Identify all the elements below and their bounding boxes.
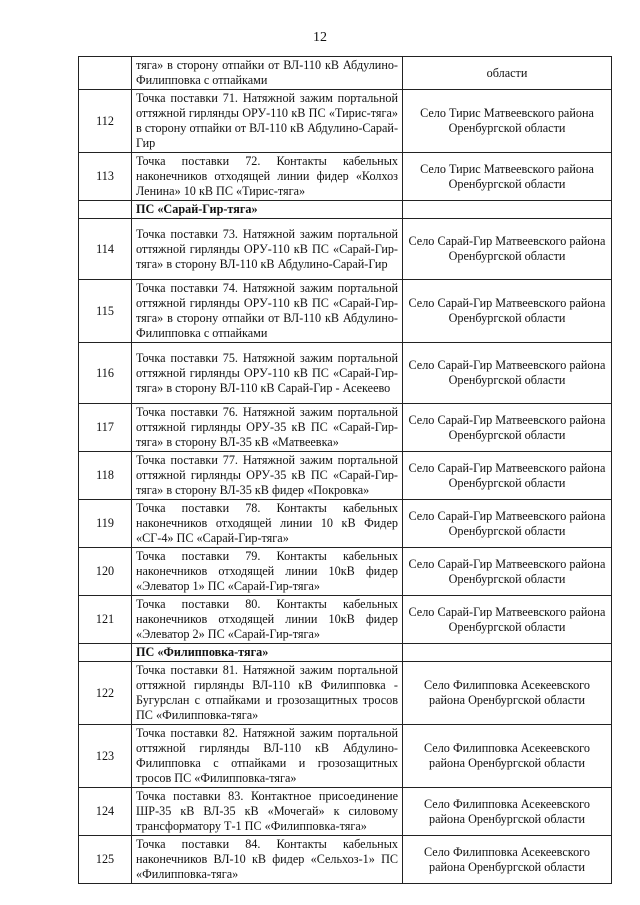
row-number-cell: 119 — [79, 500, 132, 548]
description-cell: Точка поставки 81. Натяжной зажим портальной оттяжной гирлянды ВЛ-110 кВ Филипповка - Бугурслан с отпайками и грозозащитных тросов ПС «Филипповка-тяга» — [132, 662, 403, 725]
location-cell: Село Тирис Матвеевского района Оренбургской области — [403, 90, 612, 153]
section-title-cell: ПС «Сарай-Гир-тяга» — [132, 201, 403, 219]
table-row — [79, 452, 612, 500]
table-row — [79, 343, 612, 404]
section-header-row — [79, 644, 612, 662]
location-cell: Село Сарай-Гир Матвеевского района Оренбургской области — [403, 500, 612, 548]
row-number-cell: 121 — [79, 596, 132, 644]
section-header-row — [79, 201, 612, 219]
row-number-cell: 124 — [79, 788, 132, 836]
location-cell: области — [403, 57, 612, 90]
table-row — [79, 90, 612, 153]
table-row — [79, 788, 612, 836]
table-row — [79, 596, 612, 644]
row-number-cell: 112 — [79, 90, 132, 153]
row-number-cell: 123 — [79, 725, 132, 788]
description-cell: Точка поставки 77. Натяжной зажим портальной оттяжной гирлянды ОРУ-35 кВ ПС «Сарай-Гир-тяга» в сторону ВЛ-35 кВ фидер «Покровка» — [132, 452, 403, 500]
description-cell: Точка поставки 75. Натяжной зажим портальной оттяжной гирлянды ОРУ-110 кВ ПС «Сарай-Гир-тяга» в сторону ВЛ-110 кВ Сарай-Гир - Асекеево — [132, 343, 403, 404]
table-row — [79, 725, 612, 788]
description-cell: Точка поставки 73. Натяжной зажим портальной оттяжной гирлянды ОРУ-110 кВ ПС «Сарай-Гир-тяга» в сторону ВЛ-110 кВ Абдулино-Сарай-Гир — [132, 219, 403, 280]
description-cell: Точка поставки 72. Контакты кабельных наконечников отходящей линии фидер «Колхоз Ленина» 10 кВ ПС «Тирис-тяга» — [132, 153, 403, 201]
description-cell: Точка поставки 80. Контакты кабельных наконечников отходящей линии 10кВ фидер «Элеватор 2» ПС «Сарай-Гир-тяга» — [132, 596, 403, 644]
description-cell: Точка поставки 71. Натяжной зажим портальной оттяжной гирлянды ОРУ-110 кВ ПС «Тирис-тяга» в сторону отпайки от ВЛ-110 кВ Абдулино-Сарай-Гир — [132, 90, 403, 153]
description-cell: Точка поставки 84. Контакты кабельных наконечников ВЛ-10 кВ фидер «Сельхоз-1» ПС «Филипповка-тяга» — [132, 836, 403, 884]
table-row — [79, 280, 612, 343]
description-cell: Точка поставки 76. Натяжной зажим портальной оттяжной гирлянды ОРУ-35 кВ ПС «Сарай-Гир-тяга» в сторону ВЛ-35 кВ «Матвеевка» — [132, 404, 403, 452]
row-number-cell: 122 — [79, 662, 132, 725]
location-cell: Село Сарай-Гир Матвеевского района Оренбургской области — [403, 404, 612, 452]
row-number-cell: 113 — [79, 153, 132, 201]
row-number-cell: 115 — [79, 280, 132, 343]
row-number-cell: 116 — [79, 343, 132, 404]
delivery-points-table — [78, 56, 612, 884]
location-cell: Село Сарай-Гир Матвеевского района Оренбургской области — [403, 219, 612, 280]
table-row — [79, 219, 612, 280]
row-number-cell — [79, 57, 132, 90]
table-row — [79, 662, 612, 725]
location-cell: Село Тирис Матвеевского района Оренбургской области — [403, 153, 612, 201]
location-cell: Село Сарай-Гир Матвеевского района Оренбургской области — [403, 596, 612, 644]
table-row — [79, 500, 612, 548]
row-number-cell — [79, 644, 132, 662]
row-number-cell: 118 — [79, 452, 132, 500]
location-cell: Село Сарай-Гир Матвеевского района Оренбургской области — [403, 280, 612, 343]
description-cell: Точка поставки 82. Натяжной зажим портальной оттяжной гирлянды ВЛ-110 кВ Абдулино-Филипповка с отпайками и грозозащитных тросов ПС «Филипповка-тяга» — [132, 725, 403, 788]
section-title-cell: ПС «Филипповка-тяга» — [132, 644, 403, 662]
row-number-cell: 114 — [79, 219, 132, 280]
description-cell: Точка поставки 74. Натяжной зажим портальной оттяжной гирлянды ОРУ-110 кВ ПС «Сарай-Гир-тяга» в сторону отпайки от ВЛ-110 кВ Абдулино-Филипповка с отпайками — [132, 280, 403, 343]
table-row — [79, 836, 612, 884]
row-number-cell: 120 — [79, 548, 132, 596]
description-cell: Точка поставки 83. Контактное присоединение ШР-35 кВ ВЛ-35 кВ «Мочегай» к силовому трансформатору Т-1 ПС «Филипповка-тяга» — [132, 788, 403, 836]
row-number-cell: 125 — [79, 836, 132, 884]
description-cell: тяга» в сторону отпайки от ВЛ-110 кВ Абдулино-Филипповка с отпайками — [132, 57, 403, 90]
table-body — [79, 57, 612, 884]
row-number-cell — [79, 201, 132, 219]
table-row — [79, 548, 612, 596]
location-cell — [403, 644, 612, 662]
location-cell: Село Филипповка Асекеевского района Оренбургской области — [403, 788, 612, 836]
table-row — [79, 57, 612, 90]
location-cell: Село Филипповка Асекеевского района Оренбургской области — [403, 662, 612, 725]
location-cell: Село Сарай-Гир Матвеевского района Оренбургской области — [403, 548, 612, 596]
location-cell: Село Филипповка Асекеевского района Оренбургской области — [403, 836, 612, 884]
location-cell: Село Филипповка Асекеевского района Оренбургской области — [403, 725, 612, 788]
description-cell: Точка поставки 78. Контакты кабельных наконечников отходящей линии 10 кВ Фидер «СГ-4» ПС «Сарай-Гир-тяга» — [132, 500, 403, 548]
location-cell: Село Сарай-Гир Матвеевского района Оренбургской области — [403, 452, 612, 500]
description-cell: Точка поставки 79. Контакты кабельных наконечников отходящей линии 10кВ фидер «Элеватор 1» ПС «Сарай-Гир-тяга» — [132, 548, 403, 596]
location-cell: Село Сарай-Гир Матвеевского района Оренбургской области — [403, 343, 612, 404]
table-row — [79, 404, 612, 452]
row-number-cell: 117 — [79, 404, 132, 452]
table-row — [79, 153, 612, 201]
page-number: 12 — [313, 30, 327, 45]
location-cell — [403, 201, 612, 219]
